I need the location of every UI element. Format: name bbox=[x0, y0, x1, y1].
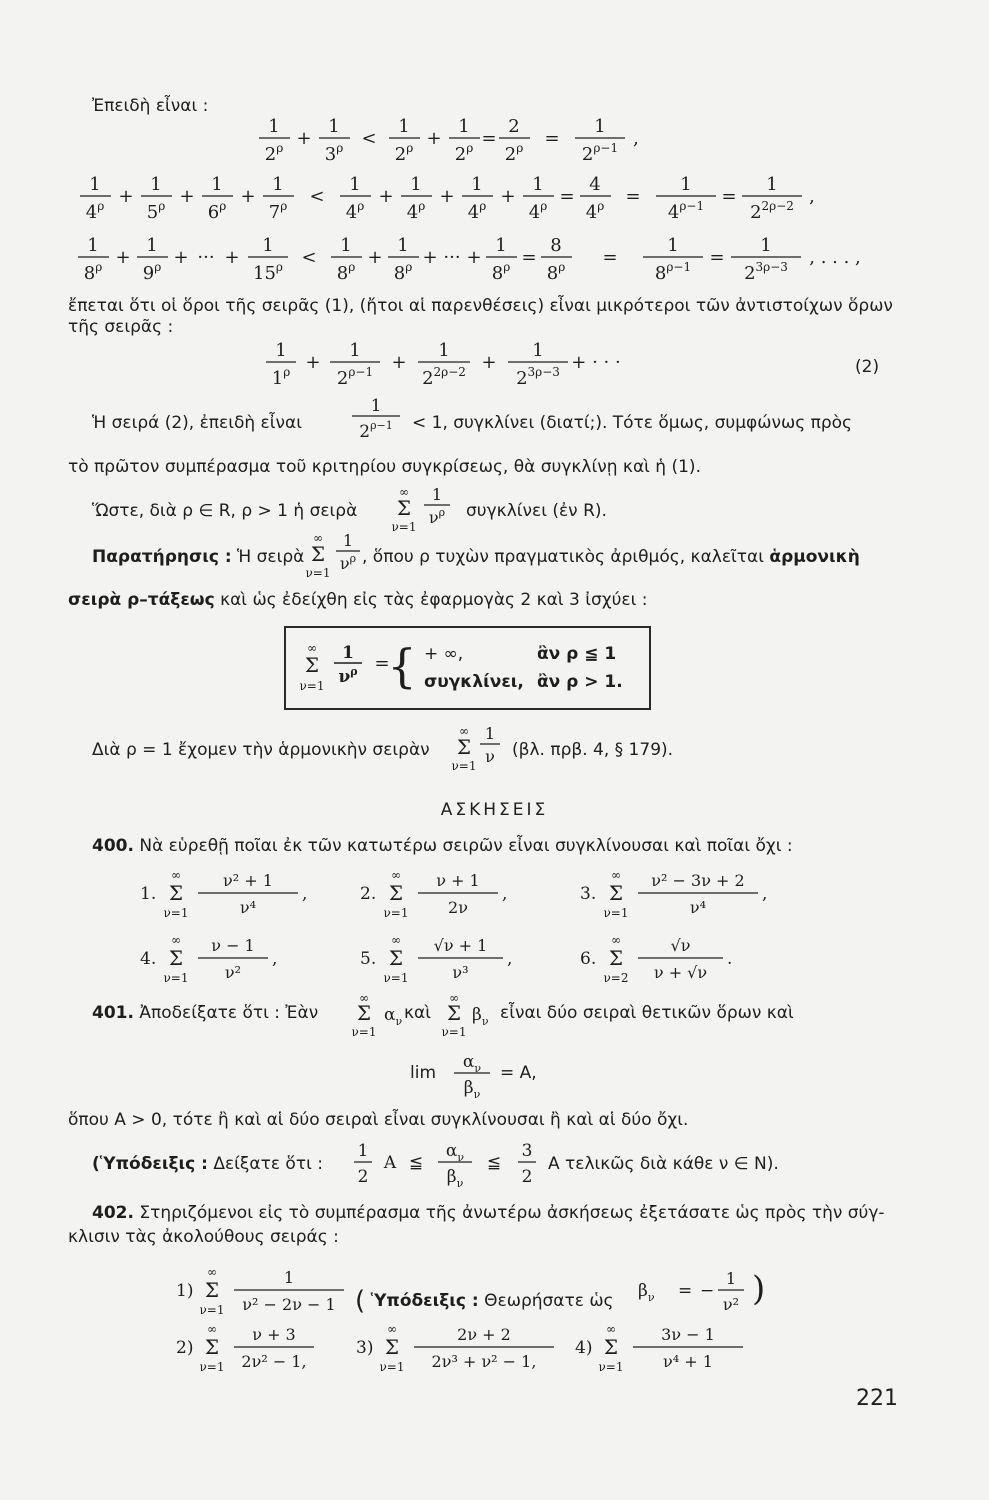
svg-text:8: 8 bbox=[550, 235, 562, 256]
exercise-402-lower-limit: ν=1 bbox=[199, 1360, 225, 1374]
svg-text:8ρ: $8^\rho$ bbox=[491, 260, 511, 284]
svg-text:1: 1 bbox=[495, 235, 507, 256]
exercise-401-text-d: εἶναι δύο σειραὶ θετικῶν ὅρων καὶ bbox=[500, 1003, 794, 1023]
remark-line-1 bbox=[92, 547, 304, 568]
svg-text:6ρ: $6^\rho$ bbox=[207, 199, 227, 223]
remark-series-order: σειρὰ ρ–τάξεως bbox=[68, 590, 215, 610]
svg-text:2ρ: $2^\rho$ bbox=[264, 141, 284, 165]
svg-text:αν: $\alpha_\nu$ bbox=[445, 1141, 465, 1164]
exercise-400-numerator: ν² − 3ν + 2 bbox=[651, 871, 745, 890]
exercise-402-label: 1) bbox=[176, 1281, 194, 1301]
svg-text:αν: $\alpha_\nu$ bbox=[462, 1052, 482, 1075]
hint-heading: (Ὑπόδειξις : bbox=[92, 1154, 208, 1174]
svg-text:8ρ: $8^\rho$ bbox=[546, 260, 566, 284]
box-case-1: + ∞, bbox=[424, 644, 464, 664]
svg-text:<: < bbox=[301, 247, 317, 268]
exercise-400-numerator: √ν + 1 bbox=[433, 936, 488, 955]
svg-text:=: = bbox=[544, 128, 560, 149]
svg-text:2ρ−1: $2^{\rho-1}$ bbox=[581, 141, 619, 165]
svg-text:1: 1 bbox=[150, 174, 162, 195]
exercise-400-sigma: Σ bbox=[168, 946, 184, 970]
svg-text:4ρ: $4^\rho$ bbox=[467, 199, 487, 223]
svg-text:+: + bbox=[305, 352, 321, 373]
conclusion-text-a: Ὥστε, διὰ ρ ∈ R, ρ > 1 ἡ σειρὰ bbox=[92, 501, 358, 521]
exercise-400-label: 3. bbox=[580, 884, 597, 904]
exercise-400-lower-limit: ν=1 bbox=[163, 906, 189, 920]
exercise-402-lower-limit: ν=1 bbox=[598, 1360, 624, 1374]
exercise-400-denominator: ν² bbox=[224, 963, 242, 982]
exercise-402-text-a: Στηριζόμενοι εἰς τὸ συμπέρασμα τῆς ἀνωτέρω ἀσκήσεως ἐξετάσατε ὡς πρὸς τὴν σύγ- bbox=[139, 1203, 885, 1223]
hint2-line bbox=[355, 1282, 614, 1315]
svg-text:≦: ≦ bbox=[408, 1153, 424, 1173]
svg-text:+: + bbox=[378, 186, 394, 207]
svg-text:+: + bbox=[118, 186, 134, 207]
exercise-402-denominator: ν⁴ + 1 bbox=[663, 1352, 713, 1371]
exercise-402-item bbox=[176, 1322, 314, 1374]
svg-text:Σ: Σ bbox=[396, 496, 412, 520]
svg-text:∞: ∞ bbox=[307, 641, 317, 655]
svg-text:1: 1 bbox=[349, 174, 361, 195]
svg-text:2ρ−1: $2^{\rho-1}$ bbox=[359, 419, 393, 442]
svg-text:7ρ: $7^\rho$ bbox=[268, 199, 288, 223]
exercise-400-upper-limit: ∞ bbox=[171, 933, 181, 947]
exercise-402-item bbox=[575, 1322, 743, 1374]
svg-text:ν=1: ν=1 bbox=[391, 520, 417, 534]
exercise-400-denominator: ν³ bbox=[452, 963, 469, 982]
exercise-402-item bbox=[176, 1265, 344, 1317]
exercise-400-upper-limit: ∞ bbox=[611, 933, 621, 947]
paragraph-line-2: τῆς σειρᾶς : bbox=[68, 317, 174, 338]
svg-text:1: 1 bbox=[471, 174, 483, 195]
svg-text:ν²: ν² bbox=[722, 1295, 740, 1314]
exercise-402-denominator: 2ν² − 1, bbox=[241, 1352, 307, 1371]
svg-text:−: − bbox=[700, 1281, 715, 1301]
exercise-402-numerator: 2ν + 2 bbox=[457, 1325, 511, 1344]
series2-text-a: Ἡ σειρά (2), ἐπειδὴ εἶναι bbox=[92, 413, 302, 433]
svg-text:βν: $\beta_\nu$ bbox=[472, 1005, 489, 1028]
svg-text:1: 1 bbox=[340, 235, 352, 256]
svg-text:2ρ: $2^\rho$ bbox=[394, 141, 414, 165]
exercise-402-upper-limit: ∞ bbox=[207, 1265, 217, 1279]
exercise-400-item bbox=[140, 933, 277, 985]
exercise-400-denominator: ν⁴ bbox=[689, 898, 707, 917]
svg-text:9ρ: $9^\rho$ bbox=[142, 260, 162, 284]
exercise-400-upper-limit: ∞ bbox=[391, 868, 401, 882]
svg-text:Σ: Σ bbox=[310, 542, 326, 566]
exercise-400-denominator: ν⁴ bbox=[239, 898, 257, 917]
exercise-402-denominator: 2ν³ + ν² − 1, bbox=[431, 1352, 537, 1371]
hint2-heading: Ὑπόδειξις : bbox=[370, 1291, 479, 1311]
svg-text:ν=1: ν=1 bbox=[305, 566, 331, 580]
exercise-401-text-b: Ἐὰν bbox=[285, 1003, 319, 1023]
svg-text:=: = bbox=[678, 1281, 693, 1301]
svg-text:=: = bbox=[521, 247, 537, 268]
exercise-400-group bbox=[140, 868, 767, 985]
series2-text-c: τὸ πρῶτον συμπέρασμα τοῦ κριτηρίου συγκρίσεως, θὰ συγκλίνῃ καὶ ἡ (1). bbox=[68, 457, 701, 477]
exercise-400-upper-limit: ∞ bbox=[391, 933, 401, 947]
box-case-2: συγκλίνει, bbox=[424, 672, 524, 692]
svg-text:1: 1 bbox=[370, 396, 382, 416]
inequality-block bbox=[0, 108, 989, 298]
svg-text:Σ: Σ bbox=[356, 1001, 372, 1025]
rho1-text-a: Διὰ ρ = 1 ἔχομεν τὴν ἁρμονικὴν σειρὰν bbox=[92, 740, 430, 760]
exercise-400-item bbox=[360, 868, 507, 920]
exercise-400-sigma: Σ bbox=[388, 881, 404, 905]
svg-text:ν: ν bbox=[485, 747, 495, 766]
svg-text:5ρ: $5^\rho$ bbox=[146, 199, 166, 223]
equation-label-2: (2) bbox=[855, 357, 880, 377]
svg-text:=: = bbox=[374, 653, 390, 674]
hint2-text: Θεωρήσατε ὡς bbox=[484, 1291, 614, 1311]
svg-text:22ρ−2: $2^{2\rho-2}$ bbox=[422, 365, 466, 389]
svg-text:4ρ: $4^\rho$ bbox=[85, 199, 105, 223]
svg-text:1: 1 bbox=[760, 235, 772, 256]
exercise-402-numerator: 3ν − 1 bbox=[661, 1325, 715, 1344]
svg-text:1: 1 bbox=[146, 235, 158, 256]
hint-inequality bbox=[350, 1134, 580, 1190]
svg-text:ν=1: ν=1 bbox=[299, 679, 325, 693]
sum-beta bbox=[440, 985, 500, 1039]
page-number: 221 bbox=[856, 1386, 898, 1411]
exercise-402-label: 4) bbox=[575, 1338, 593, 1358]
svg-text:,: , bbox=[633, 128, 639, 149]
exercise-402-lower-limit: ν=1 bbox=[379, 1360, 405, 1374]
svg-text:∞: ∞ bbox=[459, 724, 469, 738]
exercise-401-text-c: καὶ bbox=[404, 1003, 431, 1023]
series2-text-b: < 1, συγκλίνει (διατί;). Τότε ὅμως, συμφώνως πρὸς bbox=[412, 413, 853, 433]
exercise-400-denominator: ν + √ν bbox=[653, 963, 708, 982]
svg-text:15ρ: $15^\rho$ bbox=[253, 260, 283, 284]
svg-text:ν=1: ν=1 bbox=[351, 1025, 377, 1039]
svg-text:1: 1 bbox=[725, 1269, 737, 1288]
exercise-400-label: 6. bbox=[580, 949, 597, 969]
svg-text:=: = bbox=[721, 186, 737, 207]
svg-text:νρ: $\nu^\rho$ bbox=[428, 506, 446, 527]
svg-text:<: < bbox=[361, 128, 377, 149]
intro-text: Ἐπειδὴ εἶναι : bbox=[92, 96, 209, 116]
svg-text:Σ: Σ bbox=[456, 735, 472, 759]
svg-text:βν: $\beta_\nu$ bbox=[446, 1167, 464, 1190]
exercise-402-heading bbox=[92, 1203, 885, 1224]
exercise-400-sigma: Σ bbox=[608, 946, 624, 970]
svg-text:4ρ−1: $4^{\rho-1}$ bbox=[667, 199, 705, 223]
exercise-400-punctuation: , bbox=[272, 949, 278, 969]
svg-text:=: = bbox=[559, 186, 575, 207]
svg-text:1: 1 bbox=[667, 235, 679, 256]
svg-text:Σ: Σ bbox=[304, 653, 320, 677]
svg-text:, . . . ,: , . . . , bbox=[809, 247, 861, 268]
fraction-one-over-2rho bbox=[350, 394, 410, 444]
remark-line-1b bbox=[362, 547, 860, 568]
exercise-400-label: 1. bbox=[140, 884, 157, 904]
exercise-400-denominator: 2ν bbox=[448, 898, 468, 917]
alpha-over-beta bbox=[450, 1045, 494, 1101]
svg-text:1: 1 bbox=[398, 116, 410, 137]
svg-text:1: 1 bbox=[262, 235, 274, 256]
exercise-402-upper-limit: ∞ bbox=[387, 1322, 397, 1336]
svg-text:+: + bbox=[439, 186, 455, 207]
remark-line-2 bbox=[68, 590, 647, 611]
conclusion-text-b: συγκλίνει (ἐν R). bbox=[466, 501, 607, 521]
svg-text:+: + bbox=[179, 186, 195, 207]
svg-text:+: + bbox=[500, 186, 516, 207]
exercise-400-item bbox=[580, 868, 767, 920]
svg-text:1: 1 bbox=[532, 174, 544, 195]
exercise-401-heading bbox=[92, 1003, 318, 1024]
svg-text:2ρ: $2^\rho$ bbox=[504, 141, 524, 165]
hint2-beta-definition bbox=[636, 1258, 776, 1318]
svg-text:1: 1 bbox=[458, 116, 470, 137]
svg-text:1: 1 bbox=[532, 340, 544, 361]
exercise-400-punctuation: . bbox=[727, 949, 733, 969]
remark-text-a: Ἡ σειρὰ bbox=[237, 547, 305, 567]
svg-text:+: + bbox=[115, 247, 131, 268]
svg-text:Σ: Σ bbox=[446, 1001, 462, 1025]
svg-text:∞: ∞ bbox=[449, 991, 459, 1005]
exercise-402-lower-limit: ν=1 bbox=[199, 1303, 225, 1317]
exercise-400-sigma: Σ bbox=[168, 881, 184, 905]
exercise-402-sigma: Σ bbox=[204, 1278, 220, 1302]
exercise-402-items bbox=[0, 1252, 989, 1382]
series-2 bbox=[0, 336, 989, 396]
paragraph-terms bbox=[68, 296, 908, 339]
sum-one-over-nu-rho bbox=[390, 478, 460, 536]
exercise-402-text-b: κλισιν τὰς ἀκολούθους σειράς : bbox=[68, 1227, 339, 1247]
exercise-400-items bbox=[0, 862, 989, 992]
svg-text:1: 1 bbox=[268, 116, 280, 137]
hint-text-a: Δείξατε ὅτι : bbox=[213, 1154, 323, 1174]
svg-text:νρ: $\nu^\rho$ bbox=[339, 552, 357, 573]
svg-text:∞: ∞ bbox=[359, 991, 369, 1005]
svg-text:1: 1 bbox=[431, 485, 443, 504]
exercise-400-sigma: Σ bbox=[608, 881, 624, 905]
svg-text:23ρ−3: $2^{3\rho-3}$ bbox=[516, 365, 560, 389]
exercise-400-lower-limit: ν=1 bbox=[383, 971, 409, 985]
svg-text:3ρ: $3^\rho$ bbox=[324, 141, 344, 165]
exercise-400-number: 400. bbox=[92, 836, 134, 856]
svg-text:βν: $\beta_\nu$ bbox=[638, 1281, 655, 1304]
svg-text:4: 4 bbox=[589, 174, 601, 195]
svg-text:1: 1 bbox=[342, 643, 354, 663]
svg-text:8ρ: $8^\rho$ bbox=[336, 260, 356, 284]
exercise-400-punctuation: , bbox=[502, 884, 508, 904]
svg-text:1: 1 bbox=[342, 531, 354, 550]
exercise-400-label: 5. bbox=[360, 949, 377, 969]
svg-text:1: 1 bbox=[357, 1141, 369, 1161]
svg-text:∞: ∞ bbox=[313, 531, 323, 545]
svg-text:1: 1 bbox=[211, 174, 223, 195]
exercise-400-label: 4. bbox=[140, 949, 157, 969]
svg-text:αν: $\alpha_\nu$ bbox=[384, 1005, 403, 1028]
exercise-402-numerator: 1 bbox=[283, 1268, 295, 1287]
svg-text:+: + bbox=[466, 247, 482, 268]
svg-text:1: 1 bbox=[484, 724, 496, 743]
exercise-400-item bbox=[360, 933, 512, 985]
svg-text:4ρ: $4^\rho$ bbox=[406, 199, 426, 223]
exercises-title: ΑΣΚΗΣΕΙΣ bbox=[440, 800, 549, 820]
exercise-400-numerator: ν² + 1 bbox=[223, 871, 273, 890]
exercise-402-upper-limit: ∞ bbox=[606, 1322, 616, 1336]
svg-text:+: + bbox=[481, 352, 497, 373]
svg-text:+: + bbox=[224, 247, 240, 268]
svg-text:+: + bbox=[422, 247, 438, 268]
exercise-400-item bbox=[140, 868, 307, 920]
svg-text:1: 1 bbox=[275, 340, 287, 361]
svg-text:···: ··· bbox=[197, 247, 215, 268]
svg-text:3: 3 bbox=[521, 1141, 533, 1161]
svg-text:+: + bbox=[391, 352, 407, 373]
svg-text:2: 2 bbox=[508, 116, 520, 137]
svg-text:2ρ: $2^\rho$ bbox=[454, 141, 474, 165]
exercise-400-lower-limit: ν=1 bbox=[603, 906, 629, 920]
exercise-400-label: 2. bbox=[360, 884, 377, 904]
exercise-400-lower-limit: ν=1 bbox=[383, 906, 409, 920]
svg-text:8ρ: $8^\rho$ bbox=[83, 260, 103, 284]
svg-text:+: + bbox=[367, 247, 383, 268]
remark-text-c: καὶ ὡς ἐδείχθη εἰς τὰς ἐφαρμογὰς 2 καὶ 3 ἰσχύει : bbox=[220, 590, 648, 610]
harmonic-sum bbox=[452, 717, 512, 775]
exercise-402-label: 2) bbox=[176, 1338, 194, 1358]
hint-text-b: A τελικῶς διὰ κάθε ν ∈ N). bbox=[548, 1154, 779, 1174]
remark-sum bbox=[306, 524, 364, 582]
svg-text:1: 1 bbox=[680, 174, 692, 195]
limit-label: lim bbox=[410, 1063, 437, 1083]
exercise-402-upper-limit: ∞ bbox=[207, 1322, 217, 1336]
svg-text:νρ: $\nu^\rho$ bbox=[338, 665, 358, 687]
svg-text:1ρ: $1^\rho$ bbox=[271, 365, 291, 389]
exercise-400-punctuation: , bbox=[507, 949, 513, 969]
exercise-401-number: 401. bbox=[92, 1003, 134, 1023]
exercise-401-text-e: ὅπου A > 0, τότε ἢ καὶ αἱ δύο σειραὶ εἶναι συγκλίνουσαι ἢ καὶ αἱ δύο ὄχι. bbox=[68, 1110, 689, 1130]
exercise-402-label: 3) bbox=[356, 1338, 374, 1358]
svg-text:1: 1 bbox=[89, 174, 101, 195]
svg-text:1: 1 bbox=[766, 174, 778, 195]
svg-text:2ρ−1: $2^{\rho-1}$ bbox=[336, 365, 374, 389]
exercise-400-sigma: Σ bbox=[388, 946, 404, 970]
svg-text:βν: $\beta_\nu$ bbox=[463, 1078, 481, 1101]
svg-text:=: = bbox=[481, 128, 497, 149]
exercise-400-lower-limit: ν=1 bbox=[163, 971, 189, 985]
svg-text:+: + bbox=[296, 128, 312, 149]
box-condition-2: ἂν ρ > 1. bbox=[537, 672, 623, 692]
exercise-402-numerator: ν + 3 bbox=[252, 1325, 296, 1344]
box-condition-1: ἂν ρ ≦ 1 bbox=[537, 644, 617, 664]
exercise-402-item bbox=[356, 1322, 554, 1374]
svg-text:8ρ: $8^\rho$ bbox=[393, 260, 413, 284]
exercise-400-numerator: ν + 1 bbox=[436, 871, 480, 890]
exercise-400-punctuation: , bbox=[302, 884, 308, 904]
svg-text:2: 2 bbox=[357, 1167, 369, 1187]
svg-text:4ρ: $4^\rho$ bbox=[345, 199, 365, 223]
svg-text:): ) bbox=[752, 1269, 766, 1309]
exercise-400-item bbox=[580, 933, 732, 985]
svg-text:+: + bbox=[240, 186, 256, 207]
svg-text:=: = bbox=[625, 186, 641, 207]
paragraph-line-1: ἔπεται ὅτι οἱ ὅροι τῆς σειρᾶς (1), (ἤτοι αἱ παρενθέσεις) εἶναι μικρότεροι τῶν ἀντιστοίχων ὅρων bbox=[68, 296, 893, 316]
exercise-400-text: Νὰ εὑρεθῇ ποῖαι ἐκ τῶν κατωτέρω σειρῶν εἶναι συγκλίνουσαι καὶ ποῖαι ὄχι : bbox=[139, 836, 793, 856]
exercise-400-numerator: √ν bbox=[670, 936, 691, 955]
svg-text:1: 1 bbox=[410, 174, 422, 195]
svg-text:+ · · ·: + · · · bbox=[571, 352, 621, 373]
svg-text:1: 1 bbox=[438, 340, 450, 361]
hint-line bbox=[92, 1154, 323, 1175]
svg-text:1: 1 bbox=[272, 174, 284, 195]
box-sum bbox=[298, 632, 417, 702]
svg-text:ν=1: ν=1 bbox=[451, 759, 477, 773]
hint2-open-paren: ( bbox=[355, 1286, 366, 1316]
svg-text:1: 1 bbox=[87, 235, 99, 256]
svg-text:···: ··· bbox=[443, 247, 461, 268]
svg-text:=: = bbox=[602, 247, 618, 268]
exercise-402-sigma: Σ bbox=[603, 1335, 619, 1359]
remark-harmonic: ἁρμονικὴ bbox=[769, 547, 860, 567]
svg-text:4ρ: $4^\rho$ bbox=[585, 199, 605, 223]
exercise-400-numerator: ν − 1 bbox=[211, 936, 255, 955]
svg-text:8ρ−1: $8^{\rho-1}$ bbox=[654, 260, 692, 284]
remark-heading: Παρατήρησις : bbox=[92, 547, 232, 567]
exercise-402-sigma: Σ bbox=[204, 1335, 220, 1359]
exercise-402-denominator: ν² − 2ν − 1 bbox=[242, 1295, 336, 1314]
svg-text:1: 1 bbox=[328, 116, 340, 137]
svg-text:ν=1: ν=1 bbox=[441, 1025, 467, 1039]
svg-text:23ρ−3: $2^{3\rho-3}$ bbox=[744, 260, 788, 284]
svg-text:+: + bbox=[426, 128, 442, 149]
svg-text:1: 1 bbox=[349, 340, 361, 361]
svg-text:+: + bbox=[173, 247, 189, 268]
svg-text:4ρ: $4^\rho$ bbox=[528, 199, 548, 223]
svg-text:,: , bbox=[809, 186, 815, 207]
exercise-400-heading bbox=[92, 836, 793, 857]
svg-text:22ρ−2: $2^{2\rho-2}$ bbox=[750, 199, 794, 223]
exercise-400-punctuation: , bbox=[762, 884, 768, 904]
svg-text:A: A bbox=[383, 1153, 397, 1173]
svg-text:∞: ∞ bbox=[399, 485, 409, 499]
exercise-400-upper-limit: ∞ bbox=[171, 868, 181, 882]
exercise-400-upper-limit: ∞ bbox=[611, 868, 621, 882]
svg-text:≦: ≦ bbox=[486, 1153, 502, 1173]
svg-text:1: 1 bbox=[397, 235, 409, 256]
svg-text:1: 1 bbox=[594, 116, 606, 137]
exercise-401-text-a: Ἀποδείξατε ὅτι : bbox=[139, 1003, 280, 1023]
svg-text:{: { bbox=[387, 639, 417, 693]
svg-text:<: < bbox=[309, 186, 325, 207]
svg-text:=: = bbox=[709, 247, 725, 268]
exercise-400-lower-limit: ν=2 bbox=[603, 971, 629, 985]
remark-text-b: , ὅπου ρ τυχὼν πραγματικὸς ἀριθμός, καλεῖται bbox=[362, 547, 764, 567]
limit-equals-a: = A, bbox=[500, 1063, 537, 1083]
svg-text:2: 2 bbox=[521, 1167, 533, 1187]
rho1-text-b: (βλ. πρβ. 4, § 179). bbox=[512, 740, 674, 760]
exercise-402-number: 402. bbox=[92, 1203, 134, 1223]
exercise-402-sigma: Σ bbox=[384, 1335, 400, 1359]
